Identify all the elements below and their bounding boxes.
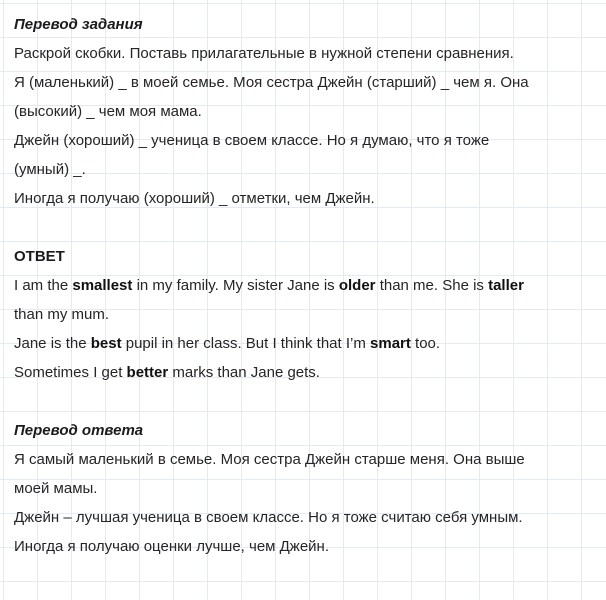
emphasized-word: best — [90, 335, 122, 352]
text-run: in my family. My sister Jane is — [132, 277, 339, 294]
answer-translation-heading: Перевод ответа — [14, 422, 144, 439]
answer-translation-line: Я самый маленький в семье. Моя сестра Джейн старше меня. Она выше — [14, 451, 525, 468]
task-translation-section — [14, 10, 598, 213]
text-run: than me. She is — [375, 277, 489, 294]
answer-translation-section — [14, 416, 598, 561]
emphasized-word: taller — [488, 277, 524, 294]
task-translation-line: Джейн (хороший) _ ученица в своем классе. Но я думаю, что я тоже — [14, 132, 490, 149]
text-run: than my mum. — [14, 306, 110, 323]
text-run: marks than Jane gets. — [168, 364, 320, 381]
content-column — [14, 10, 598, 561]
answer-translation-line: Джейн – лучшая ученица в своем классе. Но я тоже считаю себя умным. — [14, 509, 523, 526]
text-run: Sometimes I get — [14, 364, 127, 381]
text-run: I am the — [14, 277, 73, 294]
section-gap — [14, 387, 598, 416]
emphasized-word: smart — [370, 335, 411, 352]
task-translation-line: Иногда я получаю (хороший) _ отметки, чем Джейн. — [14, 190, 375, 207]
emphasized-word: smallest — [72, 277, 133, 294]
task-translation-heading: Перевод задания — [14, 16, 143, 33]
text-run: pupil in her class. But I think that I’m — [121, 335, 371, 352]
answer-line — [14, 358, 598, 387]
answer-line — [14, 329, 598, 358]
answer-translation-line: моей мамы. — [14, 480, 98, 497]
text-run: too. — [410, 335, 441, 352]
task-translation-line: (умный) _. — [14, 161, 86, 178]
answer-section — [14, 242, 598, 387]
emphasized-word: older — [338, 277, 376, 294]
answer-heading: ОТВЕТ — [14, 248, 65, 265]
task-translation-line: (высокий) _ чем моя мама. — [14, 103, 202, 120]
task-translation-line: Раскрой скобки. Поставь прилагательные в нужной степени сравнения. — [14, 45, 514, 62]
emphasized-word: better — [126, 364, 169, 381]
answer-translation-line: Иногда я получаю оценки лучше, чем Джейн. — [14, 538, 329, 555]
answer-line — [14, 300, 598, 329]
section-gap — [14, 213, 598, 242]
answer-line — [14, 271, 598, 300]
text-run: Jane is the — [14, 335, 91, 352]
task-translation-line: Я (маленький) _ в моей семье. Моя сестра Джейн (старший) _ чем я. Она — [14, 74, 529, 91]
